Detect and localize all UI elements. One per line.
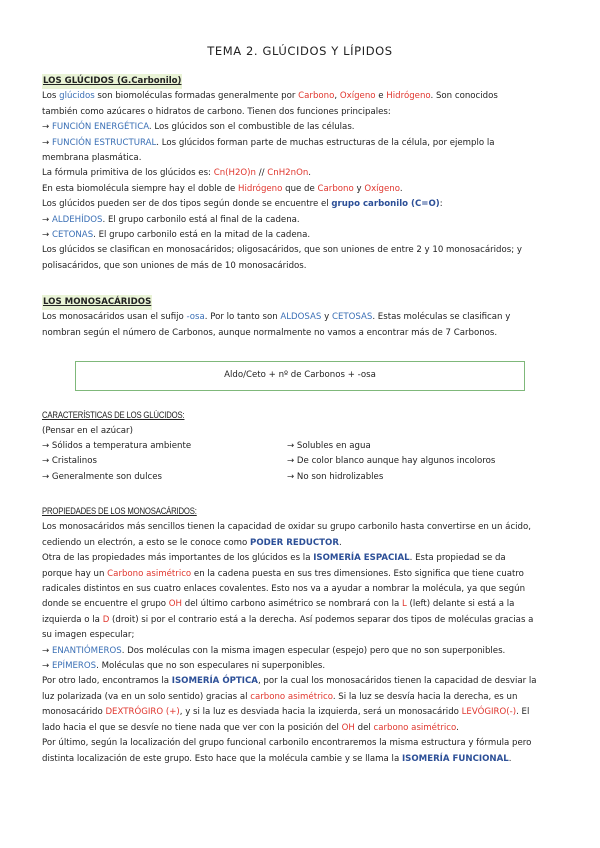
list-item: → EPÍMEROS. Moléculas que no son especulares ni superponibles. <box>42 661 326 672</box>
characteristics-left-column <box>42 439 191 485</box>
paragraph-line: Por otro lado, encontramos la ISOMERÍA ÓPTICA, por la cual los monosacáridos tienen la capacidad de desviar la <box>42 676 537 687</box>
paragraph-line: (Pensar en el azúcar) <box>42 426 133 437</box>
paragraph-line: donde se encuentre el grupo OH del último carbono asimétrico se nombrará con la L (left) delante si está a la <box>42 599 515 610</box>
paragraph-line: monosacárido DEXTRÓGIRO (+), y si la luz es desviada hacia la izquierda, será un monosacárido LEVÓGIRO(-). El <box>42 707 530 718</box>
section-heading-propiedades: PROPIEDADES DE LOS MONOSACÁRIDOS: <box>42 506 197 516</box>
paragraph-line: Los glúcidos pueden ser de dos tipos según donde se encuentre el grupo carbonilo (C=O): <box>42 199 443 210</box>
paragraph-line: luz polarizada (va en un solo sentido) gracias al carbono asimétrico. Si la luz se desvía hacia la derecha, es un <box>42 691 518 702</box>
list-item: → Cristalinos <box>42 456 97 467</box>
paragraph-line: nombran según el número de Carbonos, aunque normalmente no vamos a encontrar más de 7 Carbonos. <box>42 327 498 338</box>
list-item: → ALDEHÍDOS. El grupo carbonilo está al final de la cadena. <box>42 214 300 225</box>
paragraph-line: distinta localización de este grupo. Esto hace que la molécula cambie y se llama la ISOMERÍA FUNCIONAL. <box>42 753 512 764</box>
paragraph-line: cediendo un electrón, a esto se le conoce como PODER REDUCTOR. <box>42 537 342 548</box>
paragraph-line: porque hay un Carbono asimétrico en la cadena puesta en sus tres dimensiones. Esto significa que tiene cuatro <box>42 568 524 579</box>
section-caracteristicas <box>42 408 560 440</box>
paragraph-line: Los monosacáridos usan el sufijo -osa. Por lo tanto son ALDOSAS y CETOSAS. Estas moléculas se clasifican y <box>42 312 511 323</box>
list-item: → FUNCIÓN ENERGÉTICA. Los glúcidos son el combustible de las células. <box>42 122 355 133</box>
paragraph-line: Por último, según la localización del grupo funcional carbonilo encontraremos la misma estructura y fórmula pero <box>42 738 532 749</box>
paragraph-line: polisacáridos, que son uniones de más de 10 monosacáridos. <box>42 260 307 271</box>
characteristics-list <box>42 439 560 487</box>
list-item: → ENANTIÓMEROS. Dos moléculas con la misma imagen especular (espejo) pero que no son superponibles. <box>42 645 506 656</box>
paragraph-line: Los glúcidos se clasifican en monosacáridos; oligosacáridos, que son uniones de entre 2 y 10 monosacáridos; y <box>42 245 522 256</box>
section-propiedades <box>42 504 560 767</box>
list-item: → CETONAS. El grupo carbonilo está en la mitad de la cadena. <box>42 230 311 241</box>
paragraph-line: Los monosacáridos más sencillos tienen la capacidad de oxidar su grupo carbonilo hasta convertirse en un ácido, <box>42 522 532 533</box>
paragraph-line: su imagen especular; <box>42 630 135 641</box>
section-heading-glucidos: LOS GLÚCIDOS (G.Carbonilo) <box>42 74 182 89</box>
section-glucidos <box>42 74 560 274</box>
paragraph-line: lado hacia el que se desvíe no tiene nada que ver con la posición del OH del carbono asimétrico. <box>42 722 459 733</box>
paragraph-line: La fórmula primitiva de los glúcidos es: Cn(H2O)n // CnH2nOn. <box>42 168 312 179</box>
formula-box: Aldo/Ceto + nº de Carbonos + -osa <box>75 361 525 391</box>
section-heading-caracteristicas: CARACTERÍSTICAS DE LOS GLÚCIDOS: <box>42 410 185 420</box>
list-item: → Generalmente son dulces <box>42 471 162 482</box>
paragraph-line: radicales distintos en sus cuatro enlaces covalentes. Esto nos va a ayudar a nombrar la molécula, ya que según <box>42 584 526 595</box>
list-item: → De color blanco aunque hay algunos incoloros <box>287 456 496 467</box>
page-title: TEMA 2. GLÚCIDOS Y LÍPIDOS <box>207 44 393 58</box>
section-heading-monosacaridos: LOS MONOSACÁRIDOS <box>42 295 152 310</box>
list-item: → No son hidrolizables <box>287 471 384 482</box>
paragraph-line: Los glúcidos son biomoléculas formadas generalmente por Carbono, Oxígeno e Hidrógeno. Son conocidos <box>42 91 498 102</box>
paragraph-line: Otra de las propiedades más importantes de los glúcidos es la ISOMERÍA ESPACIAL. Esta propiedad se da <box>42 553 506 564</box>
list-item: → Sólidos a temperatura ambiente <box>42 441 192 451</box>
section-monosacaridos <box>42 295 560 341</box>
characteristics-right-column <box>287 439 495 485</box>
list-item: → Solubles en agua <box>287 441 371 451</box>
paragraph-line: también como azúcares o hidratos de carbono. Tienen dos funciones principales: <box>42 106 391 117</box>
paragraph-line: membrana plasmática. <box>42 153 142 164</box>
paragraph-line: En esta biomolécula siempre hay el doble de Hidrógeno que de Carbono y Oxígeno. <box>42 183 403 194</box>
list-item: → FUNCIÓN ESTRUCTURAL. Los glúcidos forman parte de muchas estructuras de la célula, por ejemplo la <box>42 137 495 148</box>
paragraph-line: izquierda o la D (droit) si por el contrario está a la derecha. Así podemos separar dos tipos de moléculas gracias a <box>42 614 534 625</box>
